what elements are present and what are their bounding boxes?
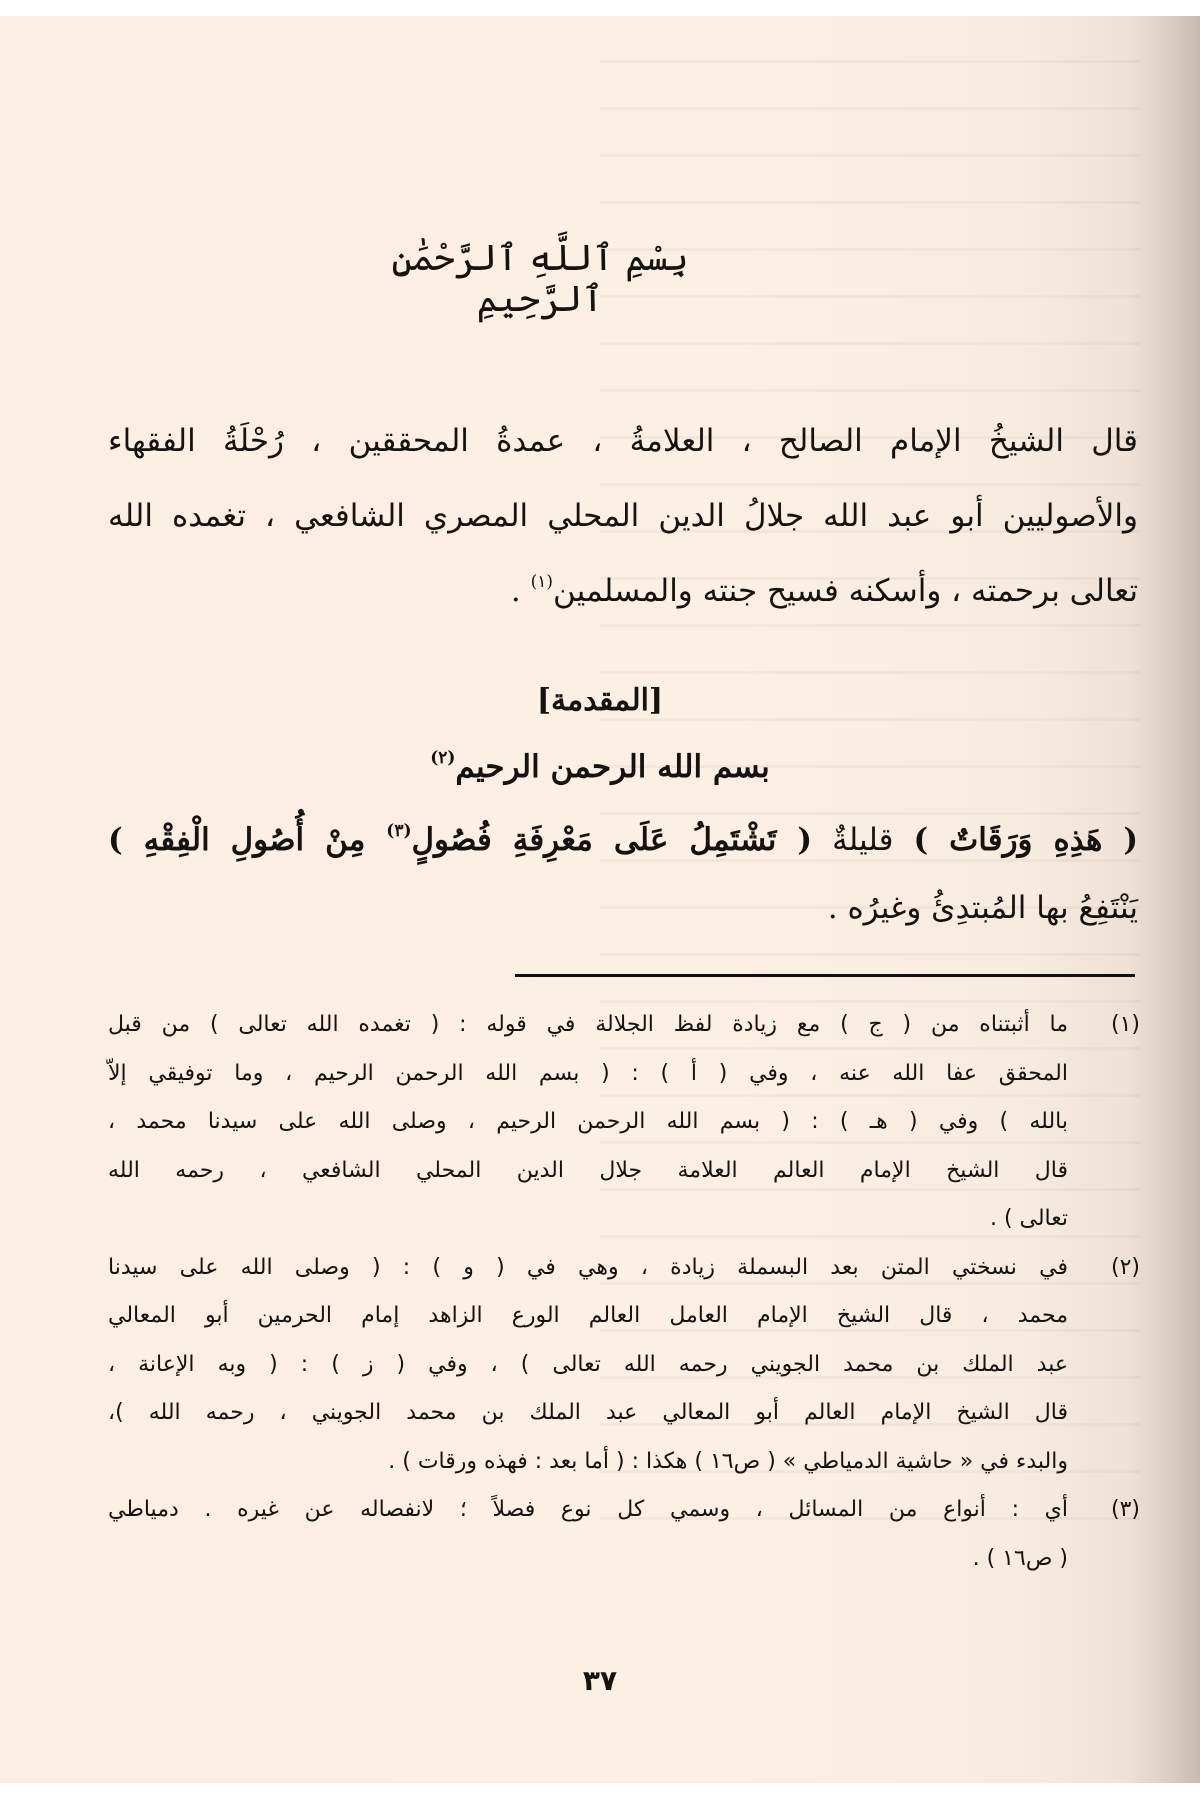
footnote-line: ما أثبتناه من ( ج ) مع زيادة لفظ الجلالة في قوله : ( تغمده الله تعالى ) من قبل: [108, 1012, 1068, 1037]
intro-end-period: .: [510, 573, 531, 609]
footnote-line: بالله ) وفي ( هـ ) : ( بسم الله الرحمن الرحيم ، وصلى الله على سيدنا محمد ،: [108, 1109, 1068, 1134]
footnote-ref[interactable]: (٣): [386, 821, 412, 841]
footnote-ref[interactable]: (١): [530, 572, 554, 592]
matn-text: [108, 806, 1138, 942]
matn-commentary-segment: قليلةٌ: [812, 822, 914, 858]
footnote-number: (١): [1110, 1012, 1140, 1037]
footnote-separator: [515, 974, 1135, 977]
footnote-line: في نسختي المتن بعد البسملة زيادة ، وهي في ( و ) : ( وصلى الله على سيدنا: [108, 1254, 1068, 1280]
footnote-1: [108, 1001, 1140, 1244]
book-page: [0, 16, 1200, 1783]
intro-line-text: تعالى برحمته ، وأسكنه فسيح جنته والمسلمين: [553, 573, 1138, 609]
footnote-line: محمد ، قال الشيخ الإمام العامل العالم الورع الزاهد إمام الحرمين أبو المعالي: [108, 1303, 1068, 1328]
footnote-line: تعالى ) .: [989, 1206, 1068, 1231]
footnote-line: قال الشيخ الإمام العالم أبو المعالي عبد الملك بن محمد الجويني ، رحمه الله )،: [108, 1400, 1068, 1425]
intro-line: والأصوليين أبو عبد الله جلالُ الدين المحلي المصري الشافعي ، تغمده الله: [108, 498, 1138, 534]
intro-line: [108, 554, 1138, 629]
footnote-2: [108, 1244, 1140, 1487]
matn-line: [108, 874, 1138, 942]
footnote-line: قال الشيخ الإمام العالم العلامة جلال الدين المحلي الشافعي ، رحمه الله: [108, 1157, 1068, 1183]
matn-segment: ( تَشْتَمِلُ عَلَى مَعْرِفَةِ فُصُولٍ: [411, 822, 813, 858]
section-heading: [المقدمة]: [536, 683, 664, 718]
footnote-3: [108, 1486, 1140, 1583]
footnote-line: المحقق عفا الله عنه ، وفي ( أ ) : ( بسم الله الرحمن الرحيم ، وما توفيقي إلاّ: [108, 1060, 1068, 1086]
footnote-line: أي : أنواع من المسائل ، وسمي كل نوع فصلاً ؛ لانفصاله عن غيره . دمياطي: [108, 1497, 1068, 1522]
footnotes: [108, 1001, 1140, 1583]
footnote-number: (٣): [1110, 1497, 1140, 1522]
matn-commentary-segment: يَنْتَفِعُ بها المُبتدِئُ وغيرُه .: [827, 890, 1138, 926]
footnote-line: والبدء في « حاشية الدمياطي » ( ص١٦ ) هكذا : ( أما بعد : فهذه ورقات ) .: [388, 1448, 1068, 1474]
matn-line: [108, 806, 1138, 874]
footnote-number: (٢): [1110, 1254, 1140, 1280]
bismillah-heading: [330, 749, 870, 785]
matn-segment: مِنْ أُصُولِ الْفِقْهِ ): [108, 822, 387, 858]
footnote-line: ( ص١٦ ) .: [972, 1545, 1068, 1571]
bismillah-ornament: بِسْمِ ٱللَّهِ ٱلرَّحْمَٰنِ ٱلرَّحِيمِ: [391, 238, 689, 320]
matn-segment: ( هَذِهِ وَرَقَاتٌ ): [913, 822, 1138, 858]
bismillah-text: بسم الله الرحمن الرحيم: [455, 749, 770, 785]
footnote-ref[interactable]: (٢): [430, 748, 456, 768]
intro-paragraph: [108, 404, 1138, 629]
intro-line: قال الشيخُ الإمام الصالح ، العلامةُ ، عمدةُ المحققين ، رُحْلَةُ الفقهاء: [108, 423, 1138, 459]
page-number: ٣٧: [582, 1664, 618, 1697]
footnote-line: عبد الملك بن محمد الجويني رحمه الله تعالى ) ، وفي ( ز ) : ( وبه الإعانة ،: [108, 1351, 1068, 1377]
